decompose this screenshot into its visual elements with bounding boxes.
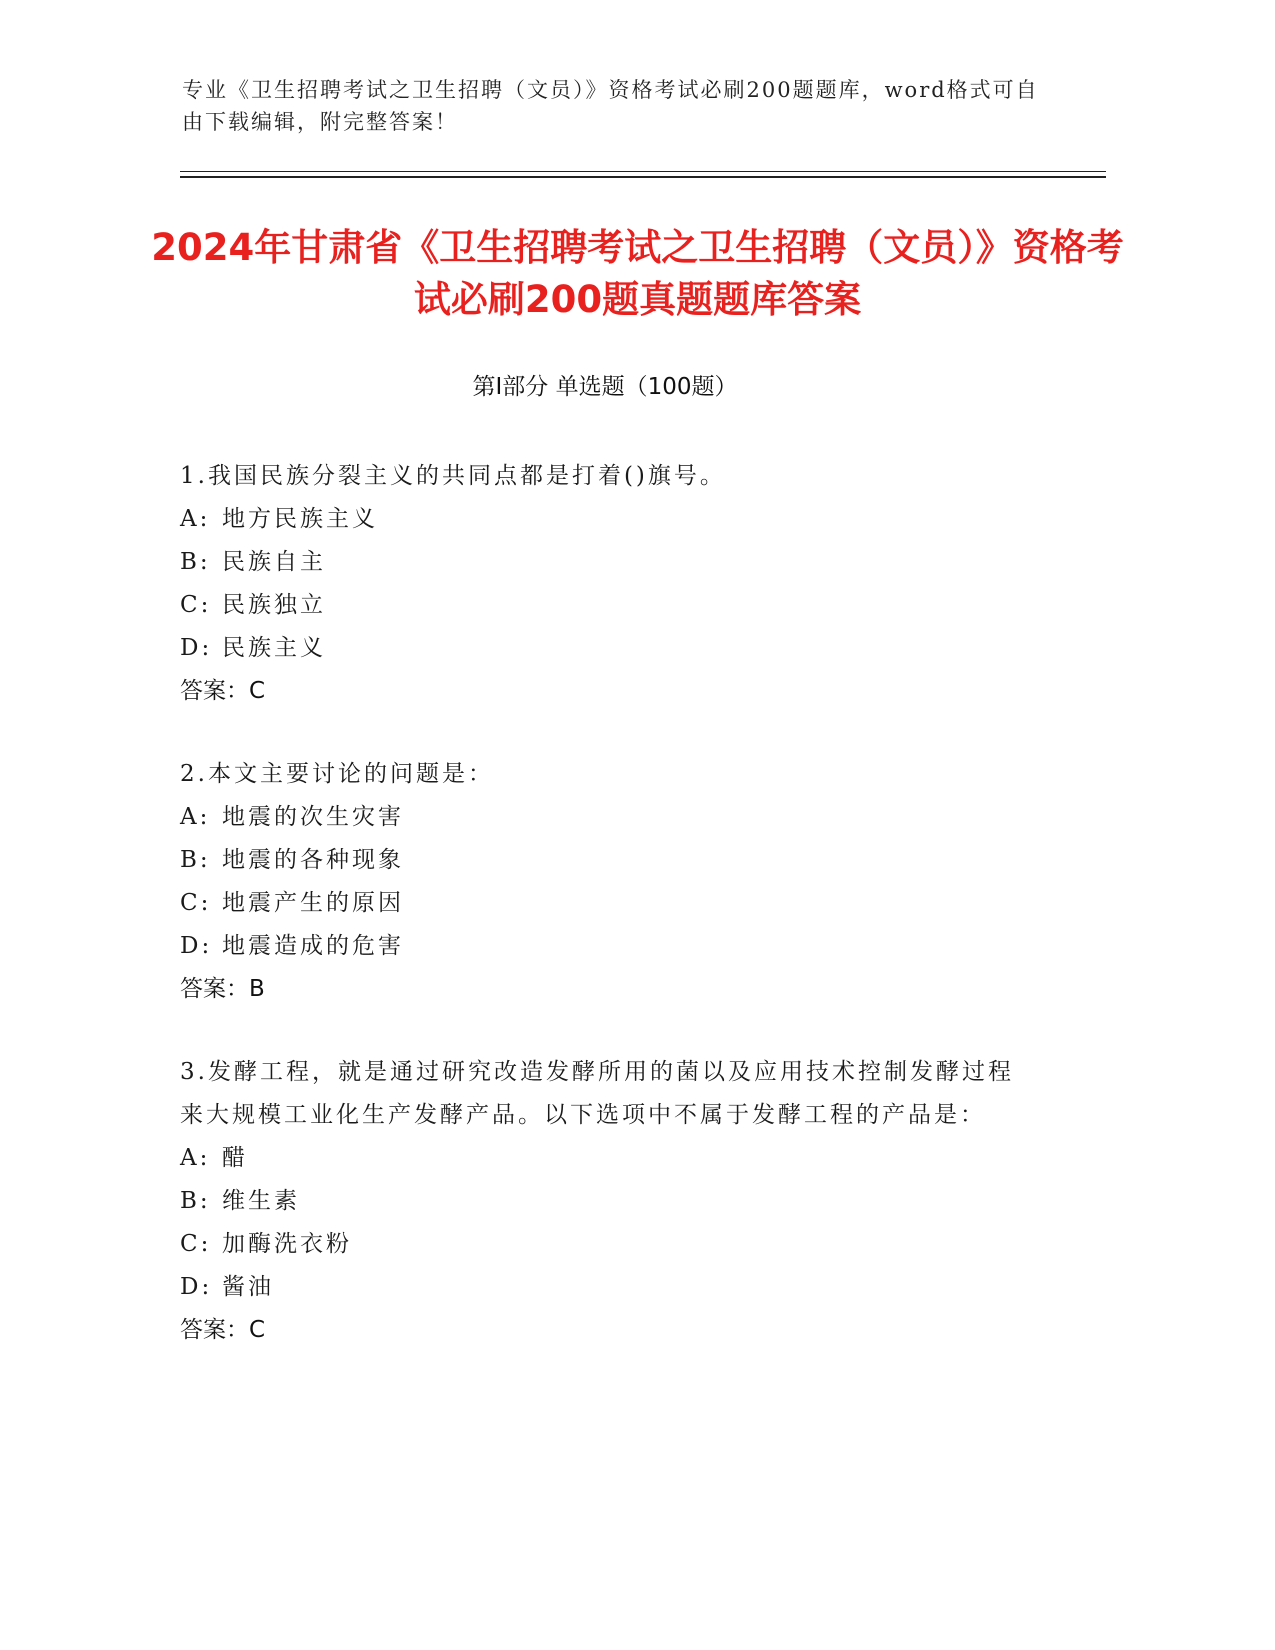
option-letter: A: (180, 1145, 211, 1171)
header-divider-thick (180, 176, 1106, 178)
header-note: 专业《卫生招聘考试之卫生招聘（文员）》资格考试必刷200题题库，word格式可自由下载编辑，附完整答案！ (182, 78, 1039, 134)
option-c (180, 584, 1030, 627)
answer-line: 答案：C (180, 1317, 266, 1343)
option-text: 醋 (222, 1145, 248, 1171)
option-letter: C: (180, 592, 212, 618)
question-list (180, 455, 1030, 1392)
option-a (180, 796, 1030, 839)
question-item (180, 1051, 1030, 1352)
option-text: 地方民族主义 (222, 506, 378, 532)
option-letter: C: (180, 1231, 212, 1257)
question-item (180, 753, 1030, 1011)
option-c (180, 882, 1030, 925)
option-text: 民族独立 (222, 592, 326, 618)
option-text: 地震产生的原因 (222, 890, 404, 916)
option-b (180, 839, 1030, 882)
option-a (180, 1137, 1030, 1180)
option-text: 民族主义 (222, 635, 326, 661)
option-b (180, 541, 1030, 584)
option-a (180, 498, 1030, 541)
option-letter: D: (180, 933, 213, 959)
option-b (180, 1180, 1030, 1223)
option-d (180, 925, 1030, 968)
option-text: 加酶洗衣粉 (222, 1231, 352, 1257)
question-item (180, 455, 1030, 713)
answer-line: 答案：B (180, 976, 265, 1002)
option-d (180, 627, 1030, 670)
question-stem: 3.发酵工程，就是通过研究改造发酵所用的菌以及应用技术控制发酵过程来大规模工业化生产发酵产品。以下选项中不属于发酵工程的产品是： (180, 1059, 1014, 1128)
option-text: 维生素 (222, 1188, 300, 1214)
answer-line: 答案：C (180, 678, 266, 704)
option-text: 地震的次生灾害 (222, 804, 404, 830)
option-letter: D: (180, 635, 213, 661)
option-letter: B: (180, 549, 211, 575)
option-text: 酱油 (222, 1274, 274, 1300)
option-letter: A: (180, 804, 211, 830)
question-stem: 2.本文主要讨论的问题是： (180, 761, 494, 787)
option-text: 地震造成的危害 (222, 933, 404, 959)
option-letter: A: (180, 506, 211, 532)
option-letter: B: (180, 1188, 211, 1214)
option-letter: C: (180, 890, 212, 916)
option-letter: B: (180, 847, 211, 873)
option-c (180, 1223, 1030, 1266)
option-text: 地震的各种现象 (222, 847, 404, 873)
option-letter: D: (180, 1274, 213, 1300)
header-divider-thin (180, 171, 1106, 172)
option-d (180, 1266, 1030, 1309)
option-text: 民族自主 (222, 549, 326, 575)
section-title: 第Ⅰ部分 单选题（100题） (472, 374, 738, 400)
document-title: 2024年甘肃省《卫生招聘考试之卫生招聘（文员）》资格考试必刷200题真题题库答案 (151, 226, 1124, 321)
question-stem: 1.我国民族分裂主义的共同点都是打着()旗号。 (180, 463, 726, 489)
